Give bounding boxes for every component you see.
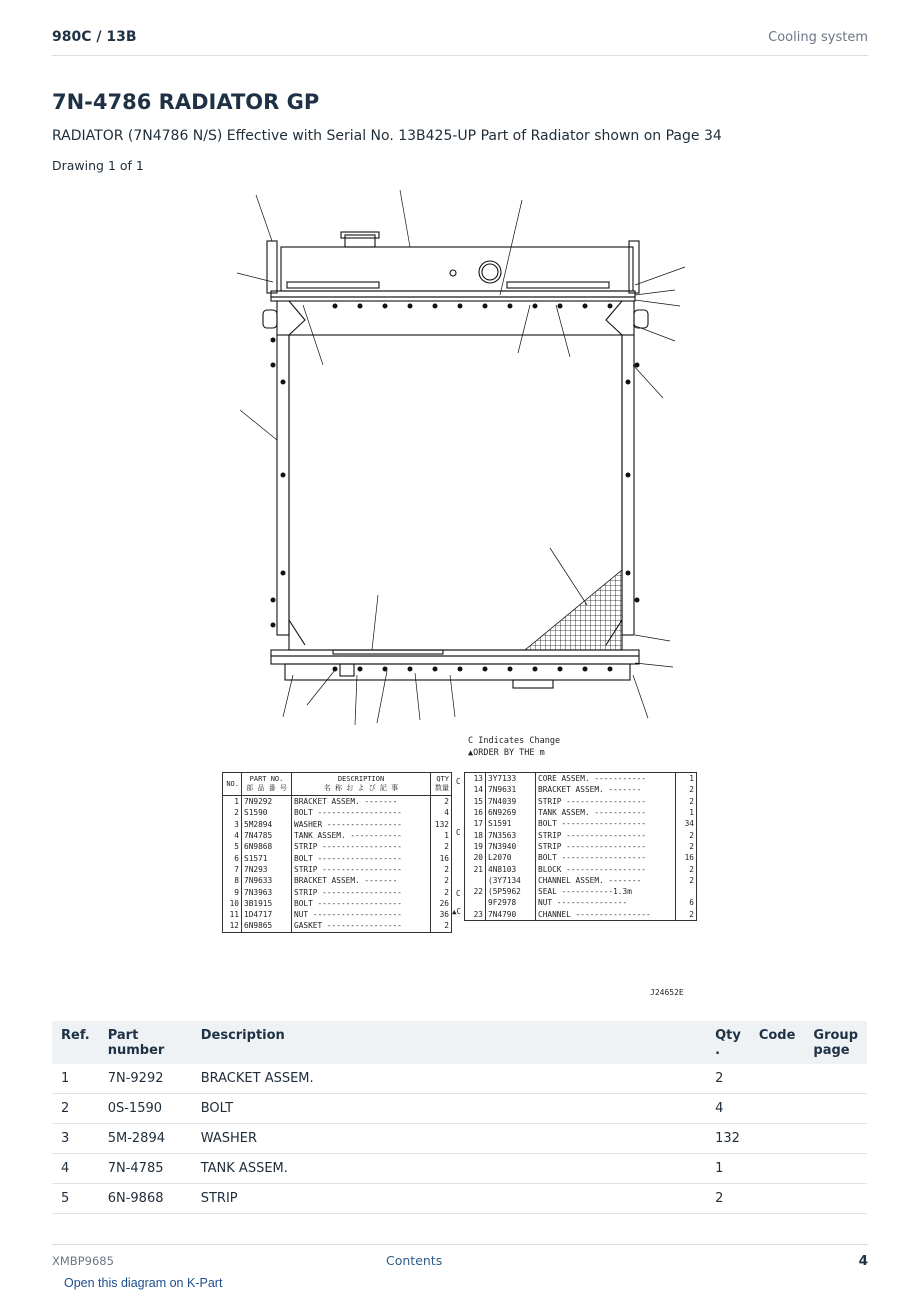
cell-part-number: 5M-2894 bbox=[99, 1124, 192, 1154]
row-no: 1 bbox=[223, 796, 242, 808]
diagram-table-row bbox=[223, 875, 452, 886]
row-description: BOLT ------------------ bbox=[292, 898, 431, 909]
diagram-table-row bbox=[223, 807, 452, 818]
row-description: TANK ASSEM. ----------- bbox=[536, 807, 676, 818]
open-in-kpart-link[interactable]: Open this diagram on K-Part bbox=[64, 1276, 223, 1290]
change-mark: C bbox=[456, 889, 461, 898]
col-description-jp: 名 称 お よ び 記 事 bbox=[323, 784, 399, 792]
col-description bbox=[292, 773, 431, 796]
col-description-en: DESCRIPTION bbox=[337, 775, 385, 783]
row-description: CORE ASSEM. ----------- bbox=[536, 773, 676, 785]
diagram-table-row bbox=[465, 852, 697, 863]
order-note: ▲ORDER BY THE m bbox=[468, 748, 545, 758]
cell-code bbox=[750, 1154, 805, 1184]
row-description: STRIP ----------------- bbox=[536, 841, 676, 852]
row-no: 11 bbox=[223, 909, 242, 920]
row-qty: 4 bbox=[444, 808, 449, 818]
row-description: BOLT ------------------ bbox=[536, 818, 676, 829]
col-part-no-jp: 部 品 番 号 bbox=[246, 784, 287, 792]
row-description: BOLT ------------------ bbox=[292, 807, 431, 818]
row-no: 20 bbox=[465, 852, 486, 863]
drawing-label: Drawing 1 of 1 bbox=[52, 158, 144, 173]
drawing-number: J24652E bbox=[650, 988, 684, 997]
row-part-no: 7N3940 bbox=[486, 841, 536, 852]
diagram-parts-table-left bbox=[222, 772, 452, 933]
row-part-no: 6N9868 bbox=[242, 841, 292, 852]
col-part-number: Part number bbox=[99, 1021, 192, 1064]
row-description: NUT ------------------- bbox=[292, 909, 431, 920]
row-part-no: S1571 bbox=[242, 852, 292, 863]
col-qty: Qty . bbox=[706, 1021, 750, 1064]
row-no: 19 bbox=[465, 841, 486, 852]
row-qty: 16 bbox=[684, 853, 694, 863]
col-group-page: Group page bbox=[804, 1021, 867, 1064]
cell-qty: 4 bbox=[706, 1094, 750, 1124]
row-part-no: 7N9633 bbox=[242, 875, 292, 886]
row-no: 22 bbox=[465, 886, 486, 897]
row-description: STRIP ----------------- bbox=[536, 829, 676, 840]
row-qty: 26 bbox=[439, 898, 449, 908]
cell-description: BOLT bbox=[192, 1094, 706, 1124]
row-qty: 2 bbox=[689, 796, 694, 806]
row-description: BOLT ------------------ bbox=[536, 852, 676, 863]
col-part-no bbox=[242, 773, 292, 796]
change-note: C Indicates Change bbox=[468, 736, 561, 746]
col-code: Code bbox=[750, 1021, 805, 1064]
row-qty: 2 bbox=[689, 864, 694, 874]
diagram-table-header bbox=[223, 773, 452, 796]
cell-code bbox=[750, 1124, 805, 1154]
row-qty bbox=[676, 886, 697, 897]
cell-description: TANK ASSEM. bbox=[192, 1154, 706, 1184]
row-description: BOLT ------------------ bbox=[292, 852, 431, 863]
row-qty: 132 bbox=[434, 819, 449, 829]
cell-group-page bbox=[804, 1184, 867, 1214]
cell-code bbox=[750, 1064, 805, 1094]
row-no bbox=[465, 897, 486, 908]
document-id: XMBP9685 bbox=[52, 1254, 114, 1268]
row-part-no: 7N4785 bbox=[242, 830, 292, 841]
col-qty bbox=[431, 773, 452, 796]
row-no: 7 bbox=[223, 864, 242, 875]
diagram-table-row bbox=[465, 841, 697, 852]
diagram-table-row bbox=[465, 909, 697, 921]
page-title: 7N-4786 RADIATOR GP bbox=[52, 90, 320, 114]
diagram-table-row bbox=[465, 863, 697, 874]
contents-link[interactable]: Contents bbox=[386, 1253, 443, 1268]
col-description: Description bbox=[192, 1021, 706, 1064]
row-no: 3 bbox=[223, 819, 242, 830]
row-no: 16 bbox=[465, 807, 486, 818]
row-part-no: 7N4790 bbox=[486, 909, 536, 921]
cell-part-number: 7N-9292 bbox=[99, 1064, 192, 1094]
cell-group-page bbox=[804, 1094, 867, 1124]
row-description: STRIP ----------------- bbox=[536, 796, 676, 807]
page-footer bbox=[52, 1244, 868, 1275]
row-description: NUT --------------- bbox=[536, 897, 676, 908]
row-part-no: 3B1915 bbox=[242, 898, 292, 909]
row-no: 12 bbox=[223, 920, 242, 932]
cell-ref: 2 bbox=[52, 1094, 99, 1124]
row-qty: 36 bbox=[439, 910, 449, 920]
row-part-no: L2070 bbox=[486, 852, 536, 863]
radiator-diagram bbox=[215, 185, 705, 1000]
row-part-no: 7N9631 bbox=[486, 784, 536, 795]
cell-description: BRACKET ASSEM. bbox=[192, 1064, 706, 1094]
row-part-no: 7N3963 bbox=[242, 886, 292, 897]
cell-part-number: 0S-1590 bbox=[99, 1094, 192, 1124]
row-qty: 2 bbox=[444, 876, 449, 886]
diagram-notes bbox=[468, 735, 560, 759]
row-qty: 1 bbox=[689, 808, 694, 818]
row-description: CHANNEL ASSEM. ------- bbox=[536, 875, 676, 886]
row-no: 15 bbox=[465, 796, 486, 807]
col-no: NO. bbox=[223, 773, 242, 796]
cell-ref: 1 bbox=[52, 1064, 99, 1094]
cell-qty: 1 bbox=[706, 1154, 750, 1184]
cell-part-number: 6N-9868 bbox=[99, 1184, 192, 1214]
change-mark: C bbox=[456, 828, 461, 837]
diagram-table-row bbox=[465, 886, 697, 897]
table-row bbox=[52, 1154, 867, 1184]
row-qty: 2 bbox=[444, 887, 449, 897]
diagram-table-row bbox=[465, 897, 697, 908]
row-part-no: (5P5962 bbox=[486, 886, 536, 897]
diagram-table-row bbox=[223, 819, 452, 830]
cell-ref: 3 bbox=[52, 1124, 99, 1154]
row-qty: 2 bbox=[444, 797, 449, 807]
row-qty: 2 bbox=[444, 864, 449, 874]
row-no: 4 bbox=[223, 830, 242, 841]
row-qty: 6 bbox=[689, 898, 694, 908]
row-no: 9 bbox=[223, 886, 242, 897]
row-qty: 2 bbox=[689, 785, 694, 795]
col-ref: Ref. bbox=[52, 1021, 99, 1064]
row-no: 2 bbox=[223, 807, 242, 818]
row-description: TANK ASSEM. ----------- bbox=[292, 830, 431, 841]
row-description: CHANNEL ---------------- bbox=[536, 909, 676, 921]
parts-table bbox=[52, 1021, 867, 1214]
section-label: Cooling system bbox=[768, 30, 868, 45]
change-mark: C bbox=[456, 777, 461, 786]
row-qty: 1 bbox=[689, 774, 694, 784]
diagram-table-row bbox=[465, 829, 697, 840]
cell-ref: 5 bbox=[52, 1184, 99, 1214]
cell-qty: 2 bbox=[706, 1064, 750, 1094]
row-no: 21 bbox=[465, 863, 486, 874]
table-row bbox=[52, 1124, 867, 1154]
page-subtitle: RADIATOR (7N4786 N/S) Effective with Serial No. 13B425-UP Part of Radiator shown on Page 34 bbox=[52, 128, 722, 144]
table-row bbox=[52, 1064, 867, 1094]
row-part-no: 9F2978 bbox=[486, 897, 536, 908]
row-description: SEAL -----------1.3m bbox=[536, 886, 676, 897]
row-description: BRACKET ASSEM. ------- bbox=[292, 875, 431, 886]
change-mark: ▲C bbox=[452, 907, 462, 916]
row-part-no: 6N9865 bbox=[242, 920, 292, 932]
row-qty: 2 bbox=[444, 921, 449, 931]
diagram-table-row bbox=[465, 773, 697, 785]
row-qty: 2 bbox=[444, 842, 449, 852]
diagram-table-row bbox=[223, 830, 452, 841]
col-qty-jp: 数量 bbox=[435, 784, 449, 792]
row-part-no: 7N4039 bbox=[486, 796, 536, 807]
diagram-table-row bbox=[465, 875, 697, 886]
diagram-table-row bbox=[223, 898, 452, 909]
diagram-table-row bbox=[223, 796, 452, 808]
row-qty: 34 bbox=[684, 819, 694, 829]
diagram-table-row bbox=[465, 807, 697, 818]
diagram-table-row bbox=[223, 852, 452, 863]
cell-part-number: 7N-4785 bbox=[99, 1154, 192, 1184]
row-description: BRACKET ASSEM. ------- bbox=[292, 796, 431, 808]
cell-description: STRIP bbox=[192, 1184, 706, 1214]
row-no: 17 bbox=[465, 818, 486, 829]
diagram-table-row bbox=[223, 886, 452, 897]
row-part-no: 5M2894 bbox=[242, 819, 292, 830]
diagram-table-row bbox=[465, 784, 697, 795]
row-description: GASKET ---------------- bbox=[292, 920, 431, 932]
cell-code bbox=[750, 1094, 805, 1124]
row-part-no: 7N3563 bbox=[486, 829, 536, 840]
row-no: 18 bbox=[465, 829, 486, 840]
row-part-no: S1591 bbox=[486, 818, 536, 829]
row-qty: 2 bbox=[689, 830, 694, 840]
row-description: WASHER ---------------- bbox=[292, 819, 431, 830]
row-part-no: 1D4717 bbox=[242, 909, 292, 920]
row-part-no: S1590 bbox=[242, 807, 292, 818]
row-qty: 2 bbox=[689, 909, 694, 919]
cell-group-page bbox=[804, 1154, 867, 1184]
row-qty: 2 bbox=[689, 841, 694, 851]
row-no: 5 bbox=[223, 841, 242, 852]
cell-qty: 2 bbox=[706, 1184, 750, 1214]
row-part-no: (3Y7134 bbox=[486, 875, 536, 886]
model-label: 980C / 13B bbox=[52, 29, 137, 45]
cell-description: WASHER bbox=[192, 1124, 706, 1154]
cell-ref: 4 bbox=[52, 1154, 99, 1184]
cell-group-page bbox=[804, 1124, 867, 1154]
row-qty: 16 bbox=[439, 853, 449, 863]
row-description: BLOCK ----------------- bbox=[536, 863, 676, 874]
diagram-table-row bbox=[223, 920, 452, 932]
diagram-table-row bbox=[465, 818, 697, 829]
radiator-drawing bbox=[215, 185, 705, 730]
diagram-parts-table-right bbox=[464, 772, 697, 921]
row-no: 13 bbox=[465, 773, 486, 785]
cell-code bbox=[750, 1184, 805, 1214]
row-part-no: 7N293 bbox=[242, 864, 292, 875]
diagram-table-row bbox=[223, 841, 452, 852]
diagram-table-row bbox=[223, 864, 452, 875]
page-header bbox=[52, 29, 868, 56]
page-number: 4 bbox=[858, 1253, 868, 1269]
row-description: STRIP ----------------- bbox=[292, 864, 431, 875]
row-description: STRIP ----------------- bbox=[292, 841, 431, 852]
table-row bbox=[52, 1094, 867, 1124]
diagram-table-row bbox=[223, 909, 452, 920]
row-part-no: 7N9292 bbox=[242, 796, 292, 808]
row-part-no: 6N9269 bbox=[486, 807, 536, 818]
row-qty: 1 bbox=[444, 831, 449, 841]
diagram-table-row bbox=[465, 796, 697, 807]
row-no: 8 bbox=[223, 875, 242, 886]
row-part-no: 4N8103 bbox=[486, 863, 536, 874]
row-no bbox=[465, 875, 486, 886]
row-description: BRACKET ASSEM. ------- bbox=[536, 784, 676, 795]
cell-qty: 132 bbox=[706, 1124, 750, 1154]
col-part-no-en: PART NO. bbox=[249, 775, 284, 783]
row-description: STRIP ----------------- bbox=[292, 886, 431, 897]
row-no: 6 bbox=[223, 852, 242, 863]
row-no: 23 bbox=[465, 909, 486, 921]
row-qty: 2 bbox=[689, 875, 694, 885]
table-row bbox=[52, 1184, 867, 1214]
row-no: 10 bbox=[223, 898, 242, 909]
cell-group-page bbox=[804, 1064, 867, 1094]
col-qty-en: QTY bbox=[436, 775, 449, 783]
parts-table-header bbox=[52, 1021, 867, 1064]
row-no: 14 bbox=[465, 784, 486, 795]
row-part-no: 3Y7133 bbox=[486, 773, 536, 785]
